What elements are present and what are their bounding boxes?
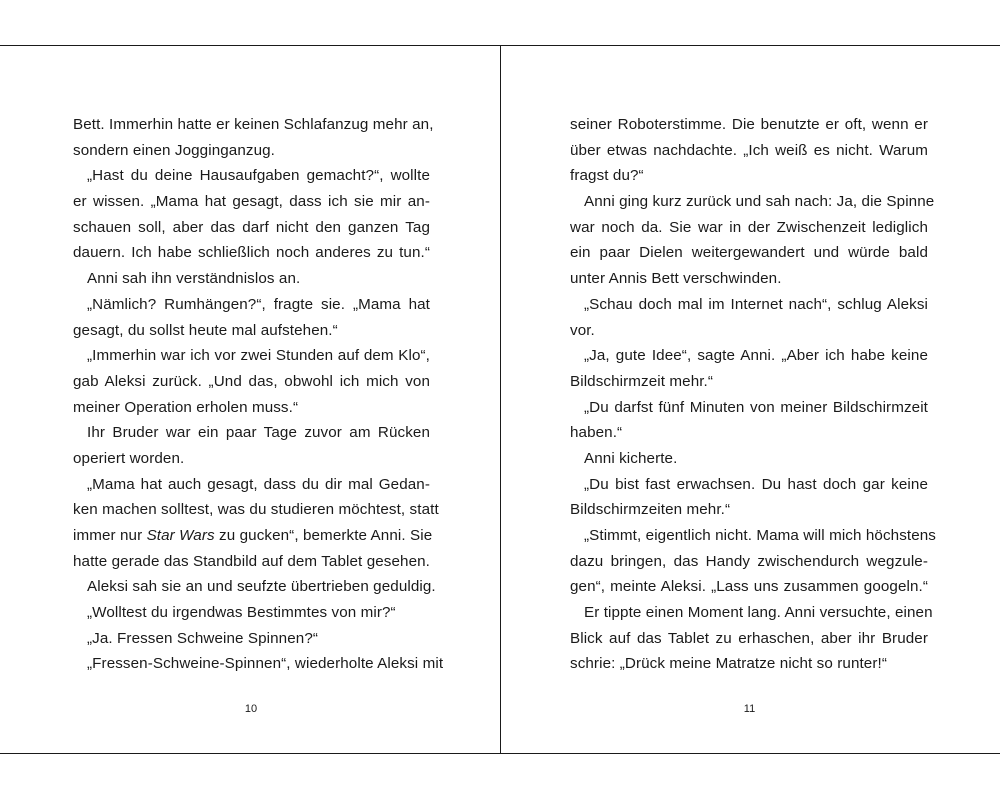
text-line: Ihr Bruder war ein paar Tage zuvor am Rücken [87,424,430,442]
text-line: seiner Roboterstimme. Die benutzte er oft, wenn er [570,116,928,133]
text-line: ein paar Dielen weitergewandert und würde bald [570,244,928,262]
text-line: Anni kicherte. [584,449,678,467]
text-line: sondern einen Jogginganzug. [73,141,275,159]
right-page [500,45,1000,754]
text-line: „Nämlich? Rumhängen?“, fragte sie. „Mama hat [87,295,430,313]
text-line: vor. [570,321,595,339]
text-line: Bildschirmzeiten mehr.“ [570,501,731,519]
text-line: über etwas nachdachte. „Ich weiß es nicht. Warum [570,141,928,159]
right-page-text [570,112,936,677]
left-page [0,45,501,754]
text-line: ken machen solltest, was du studieren möchtest, statt [73,501,439,519]
text-line: Anni ging kurz zurück und sah nach: Ja, die Spinne [584,193,935,211]
text-line: er wissen. „Mama hat gesagt, dass ich sie mir an- [73,193,430,211]
text-line-italic [73,523,433,549]
text-line: „Wolltest du irgendwas Bestimmtes von mir?“ [87,604,396,622]
text-line: fragst du?“ [570,167,644,185]
text-line: schauen soll, aber das darf nicht den ganzen Tag [73,218,430,236]
text-line: gen“, meinte Aleksi. „Lass uns zusammen googeln.“ [570,578,928,596]
text-line: gab Aleksi zurück. „Und das, obwohl ich mich von [73,372,430,390]
text-line: haben.“ [570,424,623,442]
text-line: gesagt, du sollst heute mal aufstehen.“ [73,321,338,339]
book-title-italic: Star Wars [146,527,215,544]
text-line: „Immerhin war ich vor zwei Stunden auf dem Klo“, [87,347,430,365]
text-line: „Fressen-Schweine-Spinnen“, wiederholte Aleksi mit [87,655,444,673]
text-line: operiert worden. [73,449,185,467]
text-line: Blick auf das Tablet zu erhaschen, aber ihr Bruder [570,629,928,647]
text-line: war noch da. Sie war in der Zwischenzeit lediglich [570,218,928,236]
text-line: dazu bringen, das Handy zwischendurch wegzule- [570,552,928,570]
text-line: Er tippte einen Moment lang. Anni versuchte, einen [584,604,933,622]
book-spread [0,45,1000,754]
text-run: immer nur [73,527,147,544]
text-line: Bildschirmzeit mehr.“ [570,372,714,390]
page-number: 11 [743,703,756,715]
text-line: schrie: „Drück meine Matratze nicht so runter!“ [570,655,887,673]
text-line: Anni sah ihn verständnislos an. [87,270,301,288]
left-page-text [73,112,444,677]
text-line: dauern. Ich habe schließlich noch anderes zu tun.“ [73,244,430,262]
text-line: „Du bist fast erwachsen. Du hast doch gar keine [584,475,928,493]
text-line: „Ja, gute Idee“, sagte Anni. „Aber ich habe keine [584,347,928,365]
text-line: „Stimmt, eigentlich nicht. Mama will mich höchstens [584,527,936,544]
text-line: „Ja. Fressen Schweine Spinnen?“ [87,629,319,647]
text-line: Aleksi sah sie an und seufzte übertrieben geduldig. [87,578,436,596]
text-line: „Schau doch mal im Internet nach“, schlug Aleksi [584,295,928,313]
text-line: „Du darfst fünf Minuten von meiner Bildschirmzeit [584,398,928,416]
text-line: hatte gerade das Standbild auf dem Tablet gesehen. [73,552,430,570]
text-line: „Hast du deine Hausaufgaben gemacht?“, wollte [87,167,430,185]
text-line: unter Annis Bett verschwinden. [570,270,782,288]
text-line: Bett. Immerhin hatte er keinen Schlafanzug mehr an, [73,116,434,133]
page-number: 10 [244,703,258,715]
text-line: „Mama hat auch gesagt, dass du dir mal Gedan- [87,475,430,493]
text-run: zu gucken“, bemerkte Anni. Sie [214,527,433,544]
text-line: meiner Operation erholen muss.“ [73,398,299,416]
